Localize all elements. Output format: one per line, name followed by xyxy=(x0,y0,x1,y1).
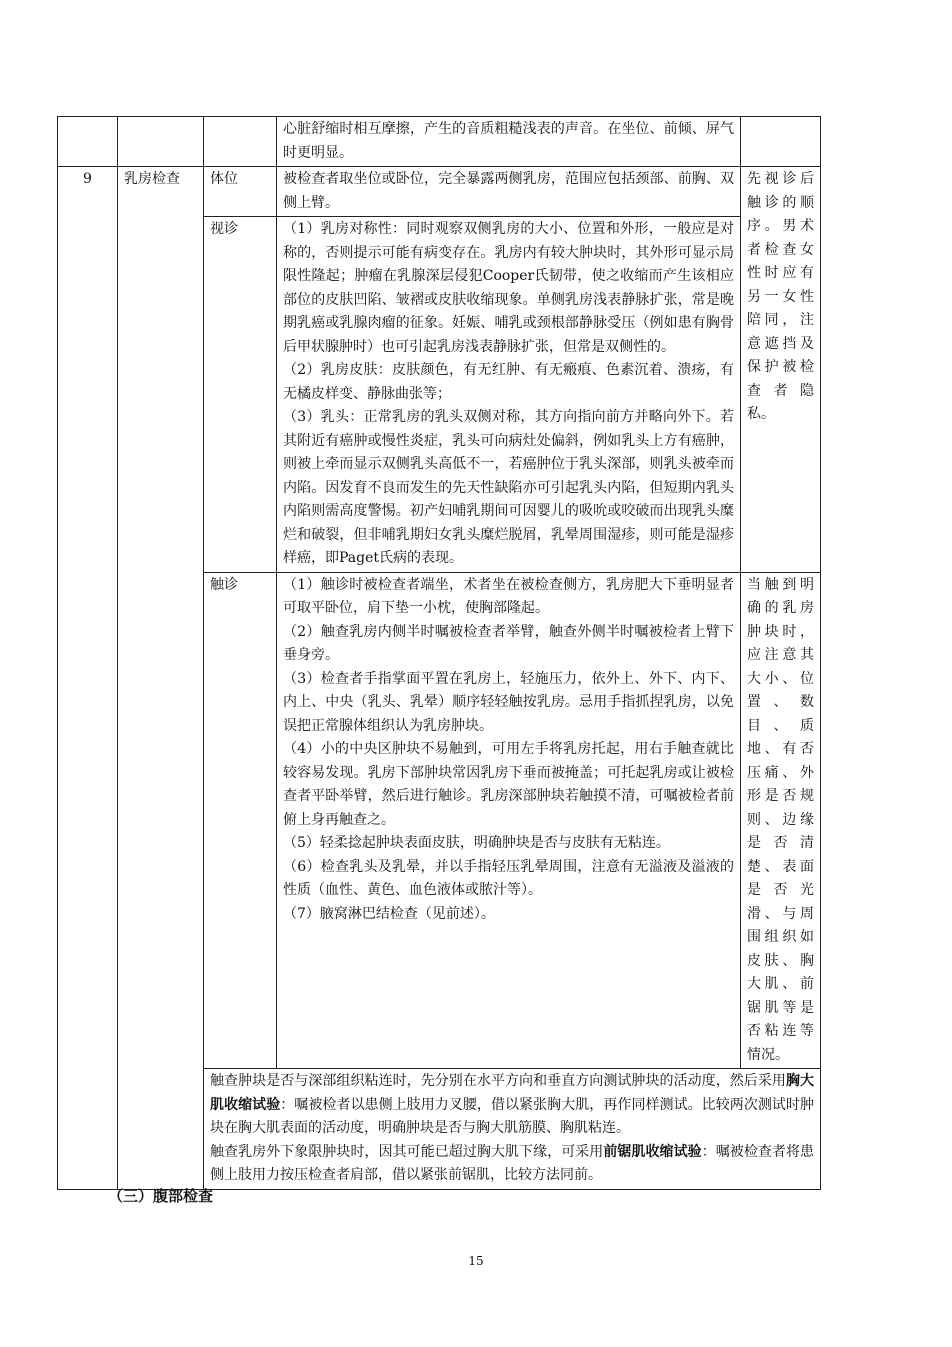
label-body-position: 体位 xyxy=(204,167,277,217)
row-number: 9 xyxy=(58,167,118,1190)
paragraph: （3）乳头：正常乳房的乳头双侧对称，其方向指向前方并略向外下。若其附近有癌肿或慢性炎症，乳头可向病灶处偏斜，例如乳头上方有癌肿，则被上牵而显示双侧乳头高低不一，若癌肿位于乳头深部，则乳头被牵而内陷。因发育不良而发生的先天性缺陷亦可引起乳头内陷，但短期内乳头内陷则需高度警惕。初产妇哺乳期间可因婴儿的吸吮或咬破而出现乳头糜烂和破裂，但非哺乳期妇女乳头糜烂脱屑，乳晕周围湿疹，则可能是湿疹样癌，即Paget氏病的表现。 xyxy=(283,409,734,566)
paragraph: （1）触诊时被检查者端坐，术者坐在被检查侧方，乳房肥大下垂明显者可取平卧位，肩下垫一小枕，使胸部隆起。 xyxy=(283,576,734,616)
continued-text: 心脏舒缩时相互摩擦，产生的音质粗糙浅表的声音。在坐位、前倾、屏气时更明显。 xyxy=(283,121,734,161)
note-cell xyxy=(741,117,821,167)
paragraph xyxy=(210,1141,814,1188)
adhesion-tests xyxy=(204,1069,821,1190)
paragraph: 被检查者取坐位或卧位，完全暴露两侧乳房，范围应包括颈部、前胸、双侧上臂。 xyxy=(283,171,734,211)
text: 触查肿块是否与深部组织粘连时，先分别在水平方向和垂直方向测试肿块的活动度，然后采用 xyxy=(210,1073,786,1089)
note-palpation: 当触到明确的乳房肿块时，应注意其大小、位置、数目、质地、有否压痛、外形是否规则、边缘是否清楚、表面是否光滑、与周围组织如皮肤、胸大肌、前锯肌等是否粘连等情况。 xyxy=(741,572,821,1069)
paragraph: （2）触查乳房内侧半时嘱被检查者举臂，触查外侧半时嘱被检者上臂下垂身旁。 xyxy=(283,623,734,663)
exam-table xyxy=(57,116,821,1190)
paragraph: （2）乳房皮肤：皮肤颜色，有无红肿、有无瘢痕、色素沉着、溃疡，有无橘皮样变、静脉曲张等； xyxy=(283,362,734,402)
paragraph: （6）检查乳头及乳晕，并以手指轻压乳晕周围，注意有无溢液及溢液的性质（血性、黄色、血色液体或脓汁等）。 xyxy=(283,858,734,898)
label-palpation: 触诊 xyxy=(204,572,277,1069)
paragraph: （1）乳房对称性：同时观察双侧乳房的大小、位置和外形，一般应是对称的，否则提示可能有病变存在。乳房内有较大肿块时，其外形可显示局限性隆起；肿瘤在乳腺深层侵犯Cooper氏韧带，使之收缩而产生该相应部位的皮肤凹陷、皱褶或皮肤收缩现象。单侧乳房浅表静脉扩张，常是晚期乳癌或乳腺肉瘤的征象。妊娠、哺乳或颈根部静脉受压（例如患有胸骨后甲状腺肿时）也可引起乳房浅表静脉扩张，但常是双侧性的。 xyxy=(283,221,734,355)
paragraph: （3）检查者手指掌面平置在乳房上，轻施压力，依外上、外下、内下、内上、中央（乳头、乳晕）顺序轻轻触按乳房。忌用手指抓捏乳房，以免误把正常腺体组织认为乳房肿块。 xyxy=(283,670,734,734)
num-cell xyxy=(58,117,118,167)
text: ：嘱被检者以患侧上肢用力叉腰，借以紧张胸大肌，再作同样测试。比较两次测试时肿块在胸大肌表面的活动度，明确肿块是否与胸大肌筋膜、胸肌粘连。 xyxy=(210,1096,815,1136)
bold-term: 前锯肌收缩试验 xyxy=(603,1143,702,1160)
section-heading: （三）腹部检查 xyxy=(108,1187,214,1205)
table-row xyxy=(58,117,821,167)
body-position-content xyxy=(277,167,741,217)
palpation-content xyxy=(277,572,741,1069)
content-cell xyxy=(277,117,741,167)
inspection-content xyxy=(277,217,741,573)
text: 触查乳房外下象限肿块时，因其可能已超过胸大肌下缘，可采用 xyxy=(210,1143,604,1160)
row-item-title: 乳房检查 xyxy=(118,167,204,1190)
page-number: 15 xyxy=(468,1254,484,1268)
item-cell xyxy=(118,117,204,167)
paragraph: （5）轻柔捻起肿块表面皮肤，明确肿块是否与皮肤有无粘连。 xyxy=(283,835,670,851)
paragraph: （7）腋窝淋巴结检查（见前述）。 xyxy=(283,905,495,922)
label-cell xyxy=(204,117,277,167)
paragraph xyxy=(210,1070,814,1141)
text: ：嘱被检查者将患侧上肢用力按压检查者肩部，借以紧张前锯肌，比较方法同前。 xyxy=(210,1143,815,1183)
bold-term: 胸大肌收缩试验 xyxy=(210,1073,815,1113)
label-inspection: 视诊 xyxy=(204,217,277,573)
paragraph: （4）小的中央区肿块不易触到，可用左手将乳房托起，用右手触查就比较容易发现。乳房下部肿块常因乳房下垂而被掩盖；可托起乳房或让被检查者平卧举臂，然后进行触诊。乳房深部肿块若触摸不清，可嘱被检者前俯上身再触查之。 xyxy=(283,741,734,828)
table-row xyxy=(58,167,821,217)
note-order: 先视诊后触诊的顺序。男术者检查女性时应有另一女性陪同，注意遮挡及保护被检查者隐私。 xyxy=(741,167,821,573)
